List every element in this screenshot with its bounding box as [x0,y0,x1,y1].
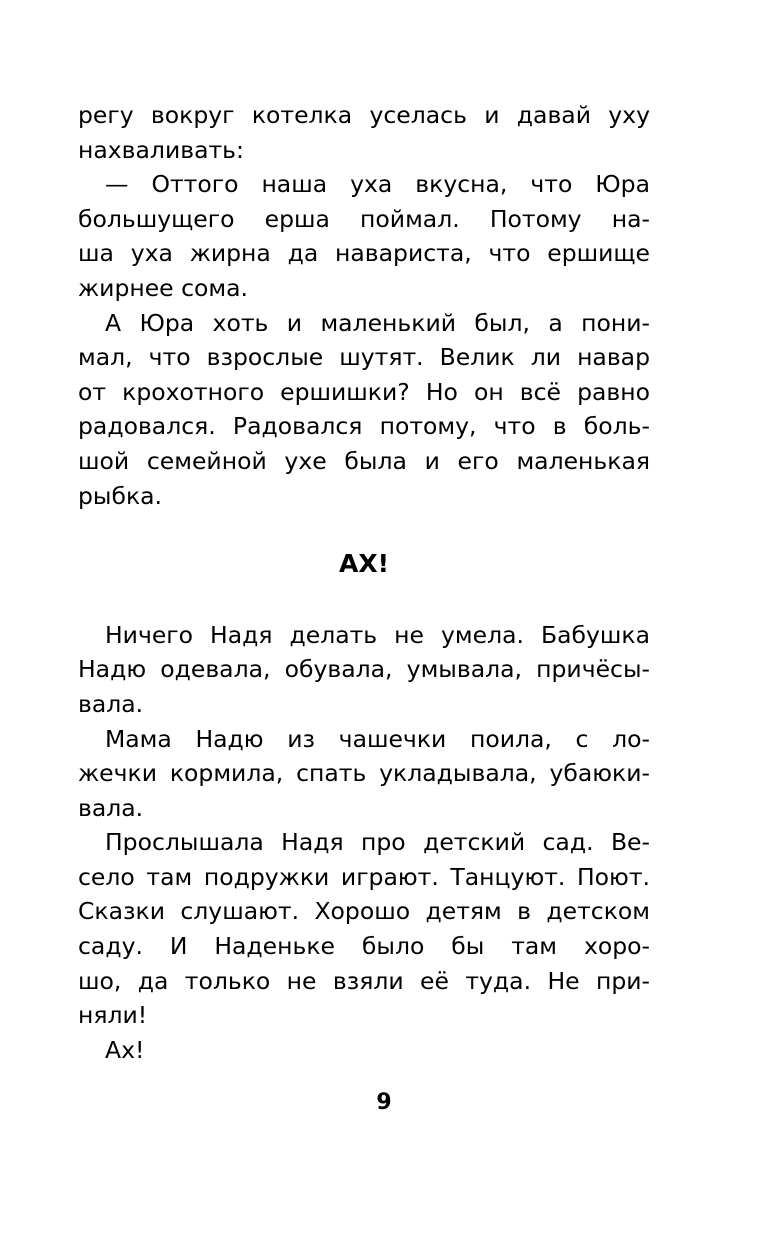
text-line: Надю одевала, обувала, умывала, причёсы- [78,655,650,684]
text-line: саду. И Наденьке было бы там хоро- [78,932,650,961]
text-line: шо, да только не взяли её туда. Не при- [78,966,650,995]
text-line: ша уха жирна да навариста, что ершище [78,239,650,268]
text-line: жирнее сома. [78,273,249,302]
text-line: А Юра хоть и маленький был, а пони- [105,308,650,337]
text-line: Ах! [105,1035,145,1064]
text-line: большущего ерша поймал. Потому на- [78,204,650,233]
text-line: няли! [78,1001,148,1030]
text-line: шой семейной ухе была и его маленькая [78,446,650,475]
text-line: вала. [78,689,144,718]
text-line: мал, что взрослые шутят. Велик ли навар [78,343,650,372]
page-number: 9 [376,1090,392,1115]
text-line: село там подружки играют. Танцуют. Поют. [78,862,650,891]
text-line: от крохотного ершишки? Но он всё равно [78,377,650,406]
text-line: вала. [78,793,144,822]
text-line: Сказки слушают. Хорошо детям в детском [78,897,650,926]
text-line: — Оттого наша уха вкусна, что Юра [105,170,650,199]
text-line: регу вокруг котелка уселась и давай уху [78,101,650,129]
text-line: Ничего Надя делать не умела. Бабушка [105,620,650,649]
text-line: рыбка. [78,481,163,510]
text-line: радовался. Радовался потому, что в боль- [78,412,650,441]
text-line: жечки кормила, спать укладывала, убаюки- [78,759,650,788]
text-line: Прослышала Надя про детский сад. Ве- [105,828,650,857]
text-block-2 [78,618,650,1068]
text-line: Мама Надю из чашечки поила, с ло- [105,724,650,753]
text-block-1 [78,98,650,513]
story-title: АХ! [338,549,390,579]
page-body [78,98,650,1067]
text-line: нахваливать: [78,135,244,164]
